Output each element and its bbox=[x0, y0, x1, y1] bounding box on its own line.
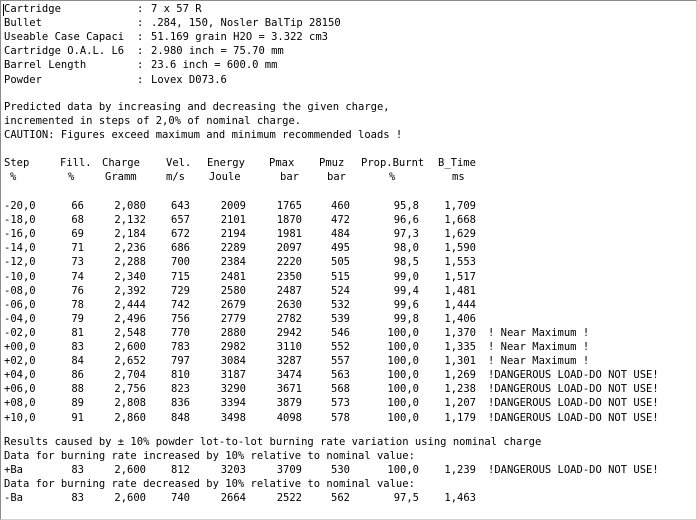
cell-value: 2522 bbox=[276, 492, 302, 505]
cell-value: 2782 bbox=[276, 312, 302, 325]
cell-value: 1,179 bbox=[444, 411, 476, 424]
cell-value: -18,0 bbox=[4, 214, 36, 227]
cell-value: 848 bbox=[171, 411, 190, 424]
results-heading-text: Results caused by ± 10% powder lot-to-lot burning rate variation using nominal charge bbox=[4, 436, 542, 448]
cell-value: 100,0 bbox=[387, 464, 419, 477]
cell-value: 3709 bbox=[276, 464, 302, 477]
table-row bbox=[4, 354, 694, 368]
cell-value: 2,496 bbox=[114, 312, 146, 325]
cell-value: 2664 bbox=[220, 492, 246, 505]
warning-text: !DANGEROUS LOAD-DO NOT USE! bbox=[488, 464, 659, 477]
cell-value: 524 bbox=[331, 284, 350, 297]
cell-value: 1,629 bbox=[444, 228, 476, 241]
cell-value: 2289 bbox=[220, 242, 246, 255]
cell-value: 2097 bbox=[276, 242, 302, 255]
cell-value: -14,0 bbox=[4, 242, 36, 255]
increase-label-text: Data for burning rate increased by 10% relative to nominal value: bbox=[4, 450, 415, 463]
cell-value: 91 bbox=[71, 411, 84, 424]
table-row bbox=[4, 396, 694, 410]
cell-value: 2,444 bbox=[114, 298, 146, 311]
column-unit: % bbox=[68, 171, 75, 184]
cell-value: -02,0 bbox=[4, 326, 36, 339]
cell-value: 742 bbox=[171, 298, 190, 311]
cell-value: 643 bbox=[171, 200, 190, 212]
cell-value: 2,340 bbox=[114, 270, 146, 283]
cell-value: 810 bbox=[171, 369, 190, 382]
cell-value: 99,4 bbox=[393, 284, 419, 297]
column-header: B_Time bbox=[438, 157, 476, 169]
cell-value: 1,269 bbox=[444, 369, 476, 382]
cell-value: 568 bbox=[331, 383, 350, 396]
cell-value: 3498 bbox=[220, 411, 246, 424]
table-row bbox=[4, 298, 694, 312]
cell-value: 74 bbox=[71, 270, 84, 283]
cell-value: 2779 bbox=[220, 312, 246, 325]
cell-value: 84 bbox=[71, 355, 84, 368]
header-colon: : bbox=[137, 17, 144, 30]
cell-value: 79 bbox=[71, 312, 84, 325]
cell-value: +02,0 bbox=[4, 355, 36, 368]
cell-value: 66 bbox=[71, 200, 84, 212]
cell-value: 2384 bbox=[220, 256, 246, 269]
cell-value: -08,0 bbox=[4, 284, 36, 297]
table-row bbox=[4, 368, 694, 382]
cell-value: 73 bbox=[71, 256, 84, 269]
cell-value: 797 bbox=[171, 355, 190, 368]
cell-value: 1,590 bbox=[444, 242, 476, 255]
table-row bbox=[4, 284, 694, 298]
cell-value: 2,600 bbox=[114, 492, 146, 505]
cell-value: 484 bbox=[331, 228, 350, 241]
cell-value: 83 bbox=[71, 492, 84, 505]
column-unit: Gramm bbox=[105, 171, 137, 184]
cell-value: +10,0 bbox=[4, 411, 36, 424]
note-line bbox=[4, 100, 694, 114]
cell-value: +Ba bbox=[4, 464, 23, 477]
warning-text: !DANGEROUS LOAD-DO NOT USE! bbox=[488, 411, 659, 424]
cell-value: 76 bbox=[71, 284, 84, 297]
cell-value: 2,756 bbox=[114, 383, 146, 396]
cell-value: 100,0 bbox=[387, 383, 419, 396]
cell-value: 729 bbox=[171, 284, 190, 297]
cell-value: 770 bbox=[171, 326, 190, 339]
cell-value: 2,184 bbox=[114, 228, 146, 241]
cell-value: +00,0 bbox=[4, 341, 36, 353]
cell-value: 2350 bbox=[276, 270, 302, 283]
cell-value: 3394 bbox=[220, 397, 246, 410]
cell-value: 2,236 bbox=[114, 242, 146, 255]
cell-value: -04,0 bbox=[4, 312, 36, 325]
cell-value: 100,0 bbox=[387, 355, 419, 368]
table-row bbox=[4, 213, 694, 227]
header-label: Barrel Length bbox=[4, 59, 87, 72]
header-value: 23.6 inch = 600.0 mm bbox=[151, 59, 278, 72]
decrease-row bbox=[4, 491, 694, 505]
column-header: Step bbox=[4, 157, 30, 169]
column-unit: Joule bbox=[209, 171, 241, 184]
decrease-label bbox=[4, 477, 694, 491]
cell-value: 1765 bbox=[276, 200, 302, 212]
header-line bbox=[4, 30, 694, 44]
table-row bbox=[4, 312, 694, 326]
table-row bbox=[4, 241, 694, 255]
cell-value: 3290 bbox=[220, 383, 246, 396]
cell-value: 3474 bbox=[276, 369, 302, 382]
table-row bbox=[4, 340, 694, 354]
cell-value: 2580 bbox=[220, 284, 246, 297]
cell-value: 539 bbox=[331, 312, 350, 325]
cell-value: 81 bbox=[71, 326, 84, 339]
warning-text: ! Near Maximum ! bbox=[488, 355, 590, 368]
cell-value: 99,0 bbox=[393, 270, 419, 283]
cell-value: 2,704 bbox=[114, 369, 146, 382]
cell-value: 2880 bbox=[220, 326, 246, 339]
cell-value: 460 bbox=[331, 200, 350, 212]
cell-value: 3879 bbox=[276, 397, 302, 410]
column-header: Fill. bbox=[60, 157, 92, 169]
cell-value: 83 bbox=[71, 341, 84, 353]
column-header: Vel. bbox=[166, 157, 192, 169]
column-unit: bar bbox=[327, 171, 346, 184]
header-line bbox=[4, 73, 694, 87]
cell-value: 505 bbox=[331, 256, 350, 269]
cell-value: 99,6 bbox=[393, 298, 419, 311]
cell-value: 700 bbox=[171, 256, 190, 269]
cell-value: 1,370 bbox=[444, 326, 476, 339]
cell-value: 100,0 bbox=[387, 397, 419, 410]
note-line bbox=[4, 128, 694, 142]
header-colon: : bbox=[137, 31, 144, 44]
warning-text: ! Near Maximum ! bbox=[488, 326, 590, 339]
cell-value: 2630 bbox=[276, 298, 302, 311]
header-line bbox=[4, 44, 694, 58]
column-unit: bar bbox=[280, 171, 299, 184]
cell-value: 2,600 bbox=[114, 464, 146, 477]
cell-value: 657 bbox=[171, 214, 190, 227]
cell-value: +04,0 bbox=[4, 369, 36, 382]
cell-value: 552 bbox=[331, 341, 350, 353]
cell-value: 97,3 bbox=[393, 228, 419, 241]
cell-value: 2,132 bbox=[114, 214, 146, 227]
cell-value: 2009 bbox=[220, 200, 246, 212]
table-row bbox=[4, 270, 694, 284]
results-heading bbox=[4, 435, 694, 449]
cell-value: 100,0 bbox=[387, 369, 419, 382]
header-colon: : bbox=[137, 59, 144, 72]
cell-value: 2487 bbox=[276, 284, 302, 297]
warning-text: !DANGEROUS LOAD-DO NOT USE! bbox=[488, 383, 659, 396]
cell-value: 2220 bbox=[276, 256, 302, 269]
cell-value: 4098 bbox=[276, 411, 302, 424]
note-text: incremented in steps of 2,0% of nominal charge. bbox=[4, 115, 302, 128]
cell-value: 99,8 bbox=[393, 312, 419, 325]
table-row bbox=[4, 199, 694, 213]
cell-value: 1,553 bbox=[444, 256, 476, 269]
cell-value: 812 bbox=[171, 464, 190, 477]
column-header: Pmuz bbox=[319, 157, 345, 169]
cell-value: 2481 bbox=[220, 270, 246, 283]
header-colon: : bbox=[137, 3, 144, 15]
column-unit-row bbox=[4, 170, 694, 184]
cell-value: 715 bbox=[171, 270, 190, 283]
cell-value: 823 bbox=[171, 383, 190, 396]
note-text: Predicted data by increasing and decreasing the given charge, bbox=[4, 101, 390, 113]
cell-value: 532 bbox=[331, 298, 350, 311]
header-colon: : bbox=[137, 45, 144, 58]
cell-value: 2101 bbox=[220, 214, 246, 227]
cell-value: 1,239 bbox=[444, 464, 476, 477]
cell-value: 472 bbox=[331, 214, 350, 227]
header-label: Useable Case Capaci bbox=[4, 31, 125, 44]
cell-value: 2,548 bbox=[114, 326, 146, 339]
cell-value: 1981 bbox=[276, 228, 302, 241]
cell-value: 83 bbox=[71, 464, 84, 477]
cell-value: 495 bbox=[331, 242, 350, 255]
cell-value: 98,0 bbox=[393, 242, 419, 255]
cell-value: 3084 bbox=[220, 355, 246, 368]
column-unit: % bbox=[389, 171, 396, 184]
cell-value: 2,860 bbox=[114, 411, 146, 424]
cell-value: -Ba bbox=[4, 492, 23, 505]
cell-value: 578 bbox=[331, 411, 350, 424]
cell-value: 100,0 bbox=[387, 411, 419, 424]
cell-value: 3110 bbox=[276, 341, 302, 353]
cell-value: 3203 bbox=[220, 464, 246, 477]
header-value: Lovex D073.6 bbox=[151, 73, 227, 86]
cell-value: -16,0 bbox=[4, 228, 36, 241]
table-row bbox=[4, 411, 694, 425]
cell-value: -12,0 bbox=[4, 256, 36, 269]
cell-value: 3187 bbox=[220, 369, 246, 382]
column-unit: m/s bbox=[166, 171, 185, 184]
cell-value: 2942 bbox=[276, 326, 302, 339]
increase-label bbox=[4, 449, 694, 463]
cell-value: 2194 bbox=[220, 228, 246, 241]
warning-text: !DANGEROUS LOAD-DO NOT USE! bbox=[488, 397, 659, 410]
cell-value: 100,0 bbox=[387, 341, 419, 353]
cell-value: 1870 bbox=[276, 214, 302, 227]
header-line bbox=[4, 58, 694, 72]
column-header: Pmax bbox=[269, 157, 295, 169]
cell-value: 96,6 bbox=[393, 214, 419, 227]
cell-value: 1,406 bbox=[444, 312, 476, 325]
cell-value: 98,5 bbox=[393, 256, 419, 269]
cell-value: 2,808 bbox=[114, 397, 146, 410]
warning-text: ! Near Maximum ! bbox=[488, 341, 590, 353]
cell-value: -20,0 bbox=[4, 200, 36, 212]
cell-value: 89 bbox=[71, 397, 84, 410]
note-text: CAUTION: Figures exceed maximum and minimum recommended loads ! bbox=[4, 129, 403, 142]
column-header: Prop.Burnt bbox=[361, 157, 425, 169]
cell-value: -10,0 bbox=[4, 270, 36, 283]
cell-value: 836 bbox=[171, 397, 190, 410]
cell-value: -06,0 bbox=[4, 298, 36, 311]
cell-value: 3671 bbox=[276, 383, 302, 396]
header-value: 2.980 inch = 75.70 mm bbox=[151, 45, 284, 58]
cell-value: 2,652 bbox=[114, 355, 146, 368]
cell-value: 686 bbox=[171, 242, 190, 255]
cell-value: 71 bbox=[71, 242, 84, 255]
cell-value: 95,8 bbox=[393, 200, 419, 212]
decrease-label-text: Data for burning rate decreased by 10% relative to nominal value: bbox=[4, 478, 415, 491]
header-label: Cartridge bbox=[4, 3, 61, 15]
header-value: 51.169 grain H2O = 3.322 cm3 bbox=[151, 31, 329, 44]
cell-value: +06,0 bbox=[4, 383, 36, 396]
header-label: Cartridge O.A.L. L6 bbox=[4, 45, 125, 58]
cell-value: 783 bbox=[171, 341, 190, 353]
header-label: Bullet bbox=[4, 17, 42, 30]
cell-value: 2982 bbox=[220, 341, 246, 353]
column-unit: ms bbox=[452, 171, 465, 184]
cell-value: 740 bbox=[171, 492, 190, 505]
cell-value: 2,392 bbox=[114, 284, 146, 297]
cell-value: 1,668 bbox=[444, 214, 476, 227]
cell-value: 2,288 bbox=[114, 256, 146, 269]
header-colon: : bbox=[137, 73, 144, 86]
cell-value: 546 bbox=[331, 326, 350, 339]
cell-value: 1,238 bbox=[444, 383, 476, 396]
cell-value: 1,463 bbox=[444, 492, 476, 505]
header-value: 7 x 57 R bbox=[151, 3, 202, 15]
cell-value: 97,5 bbox=[393, 492, 419, 505]
cell-value: 563 bbox=[331, 369, 350, 382]
header-value: .284, 150, Nosler BalTip 28150 bbox=[151, 17, 341, 30]
cell-value: 557 bbox=[331, 355, 350, 368]
table-row bbox=[4, 227, 694, 241]
cell-value: 100,0 bbox=[387, 326, 419, 339]
column-header-row bbox=[4, 156, 694, 170]
cell-value: 3287 bbox=[276, 355, 302, 368]
cell-value: 756 bbox=[171, 312, 190, 325]
column-unit: % bbox=[10, 171, 17, 184]
increase-row bbox=[4, 463, 694, 477]
header-label: Powder bbox=[4, 73, 42, 86]
cell-value: 515 bbox=[331, 270, 350, 283]
column-header: Energy bbox=[207, 157, 245, 169]
table-row bbox=[4, 255, 694, 269]
cell-value: 68 bbox=[71, 214, 84, 227]
cell-value: 562 bbox=[331, 492, 350, 505]
cell-value: 78 bbox=[71, 298, 84, 311]
column-header: Charge bbox=[102, 157, 140, 169]
cell-value: 530 bbox=[331, 464, 350, 477]
table-row bbox=[4, 326, 694, 340]
table-row bbox=[4, 382, 694, 396]
cell-value: 1,517 bbox=[444, 270, 476, 283]
cell-value: 1,335 bbox=[444, 341, 476, 353]
cell-value: 1,444 bbox=[444, 298, 476, 311]
cell-value: 1,301 bbox=[444, 355, 476, 368]
cell-value: 2,080 bbox=[114, 200, 146, 212]
cell-value: 573 bbox=[331, 397, 350, 410]
cell-value: 672 bbox=[171, 228, 190, 241]
header-line bbox=[4, 16, 694, 30]
warning-text: !DANGEROUS LOAD-DO NOT USE! bbox=[488, 369, 659, 382]
cell-value: 1,481 bbox=[444, 284, 476, 297]
cell-value: 88 bbox=[71, 383, 84, 396]
cell-value: 86 bbox=[71, 369, 84, 382]
header-line bbox=[4, 2, 694, 16]
cell-value: 2679 bbox=[220, 298, 246, 311]
cell-value: 69 bbox=[71, 228, 84, 241]
cell-value: +08,0 bbox=[4, 397, 36, 410]
cell-value: 2,600 bbox=[114, 341, 146, 353]
cell-value: 1,709 bbox=[444, 200, 476, 212]
note-line bbox=[4, 114, 694, 128]
cell-value: 1,207 bbox=[444, 397, 476, 410]
